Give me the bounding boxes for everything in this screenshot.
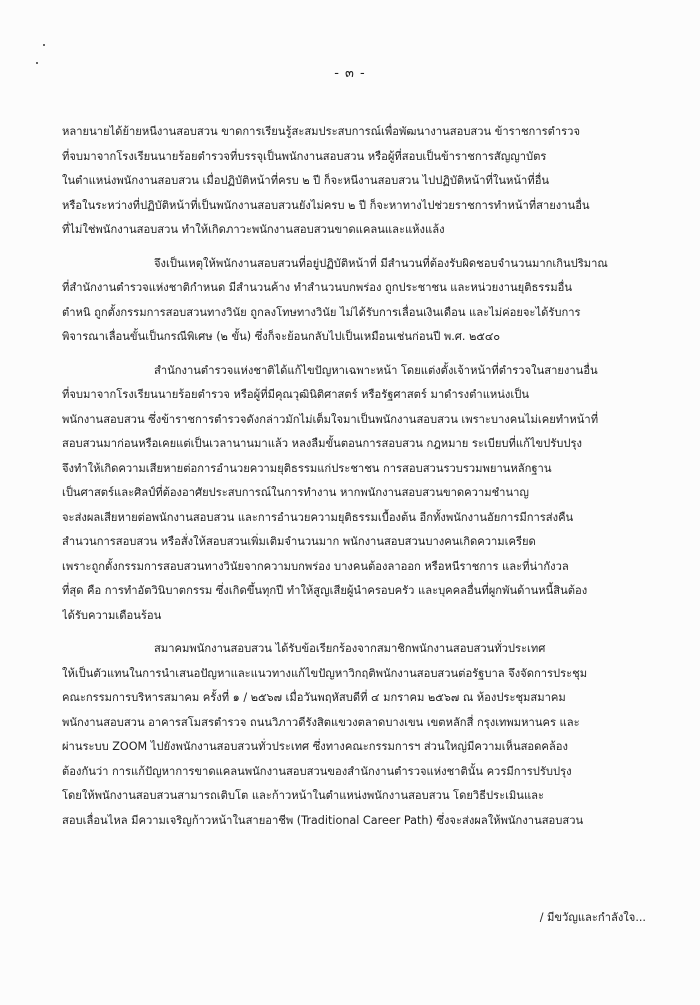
text-line: สอบสวนมาก่อนหรือเคยแต่เป็นเวลานานมาแล้ว หลงลืมขั้นตอนการสอบสวน กฎหมาย ระเบียบที่แก้ไขปรับปรุง bbox=[62, 437, 582, 450]
text-line: สมาคมพนักงานสอบสวน ได้รับข้อเรียกร้องจากสมาชิกพนักงานสอบสวนทั่วประเทศ bbox=[154, 642, 546, 655]
text-line: ให้เป็นตัวแทนในการนำเสนอปัญหาและแนวทางแก้ไขปัญหาวิกฤติพนักงานสอบสวนต่อรัฐบาล จึงจัดการประชุม bbox=[62, 666, 588, 680]
text-line: พนักงานสอบสวน ซึ่งข้าราชการตำรวจดังกล่าวมักไม่เต็มใจมาเป็นพนักงานสอบสวน เพราะบางคนไม่เคยทำหน้าที่ bbox=[62, 412, 599, 426]
paragraph-3 bbox=[62, 359, 652, 629]
paragraph-4 bbox=[62, 637, 652, 833]
text-line: ต้องกันว่า การแก้ปัญหาการขาดแคลนพนักงานสอบสวนของสำนักงานตำรวจแห่งชาตินั้น ควรมีการปรับปรุง bbox=[62, 764, 572, 778]
text-line: ได้รับความเดือนร้อน bbox=[62, 608, 162, 622]
text-line: คณะกรรมการบริหารสมาคม ครั้งที่ ๑ / ๒๕๖๗ เมื่อวันพฤหัสบดีที่ ๔ มกราคม ๒๕๖๗ ณ ห้องประชุมสมาคม bbox=[62, 691, 566, 704]
text-line: จะส่งผลเสียหายต่อพนักงานสอบสวน และการอำนวยความยุติธรรมเบื้องต้น อีกทั้งพนักงานอัยการมีการส่งคืน bbox=[62, 510, 574, 524]
text-line: ที่สำนักงานตำรวจแห่งชาติกำหนด มีสำนวนค้าง ทำสำนวนบกพร่อง ถูกประชาชน และหน่วยงานยุติธรรมอื่น bbox=[62, 281, 573, 294]
text-line: พนักงานสอบสวน อาคารสโมสรตำรวจ ถนนวิภาวดีรังสิตแขวงตลาดบางเขน เขตหลักสี่ กรุงเทพมหานคร และ bbox=[62, 715, 580, 729]
text-line: จึงทำให้เกิดความเสียหายต่อการอำนวยความยุติธรรมแก่ประชาชน การสอบสวนรวบรวมพยานหลักฐาน bbox=[62, 461, 552, 475]
text-line: ที่จบมาจากโรงเรียนนายร้อยตำรวจ หรือผู้ที่มีคุณวุฒินิติศาสตร์ หรือรัฐศาสตร์ มาดำรงตำแหน่งเป็น bbox=[62, 388, 529, 401]
paragraph-1 bbox=[62, 120, 652, 243]
paragraph-2 bbox=[62, 252, 652, 350]
scan-speck bbox=[43, 44, 45, 46]
text-line: ผ่านระบบ ZOOM ไปยังพนักงานสอบสวนทั่วประเทศ ซึ่งทางคณะกรรมการฯ ส่วนใหญ่มีความเห็นสอดคล้อง bbox=[62, 740, 568, 753]
text-line: เป็นศาสตร์และศิลป์ที่ต้องอาศัยประสบการณ์ในการทำงาน หากพนักงานสอบสวนขาดความชำนาญ bbox=[62, 486, 529, 499]
text-line: ที่สุด คือ การทำอัตวินิบาตกรรม ซึ่งเกิดขึ้นทุกปี ทำให้สูญเสียผู้นำครอบครัว และบุคคลอื่นที่ผูกพันด้านหนี้สินต้อง bbox=[62, 584, 588, 597]
text-line: พิจารณาเลื่อนขั้นเป็นกรณีพิเศษ (๒ ขั้น) ซึ่งก็จะย้อนกลับไปเป็นเหมือนเช่นก่อนปี พ.ศ. ๒๕๔๐ bbox=[62, 330, 501, 343]
document-body bbox=[62, 120, 652, 842]
text-line: หรือในระหว่างที่ปฏิบัติหน้าที่เป็นพนักงานสอบสวนยังไม่ครบ ๒ ปี ก็จะหาทางไปช่วยราชการทำหน้าที่สายงานอื่น bbox=[62, 198, 590, 212]
text-line: ที่จบมาจากโรงเรียนนายร้อยตำรวจที่บรรจุเป็นพนักงานสอบสวน หรือผู้ที่สอบเป็นข้าราชการสัญญาบัตร bbox=[62, 149, 547, 163]
text-line: สำนวนการสอบสวน หรือสั่งให้สอบสวนเพิ่มเติมจำนวนมาก พนักงานสอบสวนบางคนเกิดความเครียด bbox=[62, 535, 536, 548]
continuation-note: / มีขวัญและกำลังใจ... bbox=[539, 911, 646, 924]
text-line: ที่ไม่ใช่พนักงานสอบสวน ทำให้เกิดภาวะพนักงานสอบสวนขาดแคลนและแห้งแล้ง bbox=[62, 223, 445, 236]
text-line: สอบเลื่อนไหล มีความเจริญก้าวหน้าในสายอาชีพ (Traditional Career Path) ซึ่งจะส่งผลให้พนักงานสอบสวน bbox=[62, 813, 584, 827]
text-line: จึงเป็นเหตุให้พนักงานสอบสวนที่อยู่ปฏิบัติหน้าที่ มีสำนวนที่ต้องรับผิดชอบจำนวนมากเกินปริมาณ bbox=[154, 256, 608, 270]
text-line: สำนักงานตำรวจแห่งชาติได้แก้ไขปัญหาเฉพาะหน้า โดยแต่งตั้งเจ้าหน้าที่ตำรวจในสายงานอื่น bbox=[154, 363, 598, 377]
text-line: โดยให้พนักงานสอบสวนสามารถเติบโต และก้าวหน้าในตำแหน่งพนักงานสอบสวน โดยวิธีประเมินและ bbox=[62, 789, 545, 802]
text-line: ตำหนิ ถูกตั้งกรรมการสอบสวนทางวินัย ถูกลงโทษทางวินัย ไม่ได้รับการเลื่อนเงินเดือน และไม่ค่อยจะได้รับการ bbox=[62, 305, 581, 319]
text-line: ในตำแหน่งพนักงานสอบสวน เมื่อปฏิบัติหน้าที่ครบ ๒ ปี ก็จะหนีงานสอบสวน ไปปฏิบัติหน้าที่ในหน้าที่อื่น bbox=[62, 174, 550, 187]
text-line: เพราะถูกตั้งกรรมการสอบสวนทางวินัยจากความบกพร่อง บางคนต้องลาออก หรือหนีราชการ และที่น่ากังวล bbox=[62, 559, 569, 573]
page-number: - ๓ - bbox=[334, 66, 366, 81]
text-line: หลายนายได้ย้ายหนีงานสอบสวน ขาดการเรียนรู้สะสมประสบการณ์เพื่อพัฒนางานสอบสวน ข้าราชการตำรวจ bbox=[62, 125, 581, 138]
